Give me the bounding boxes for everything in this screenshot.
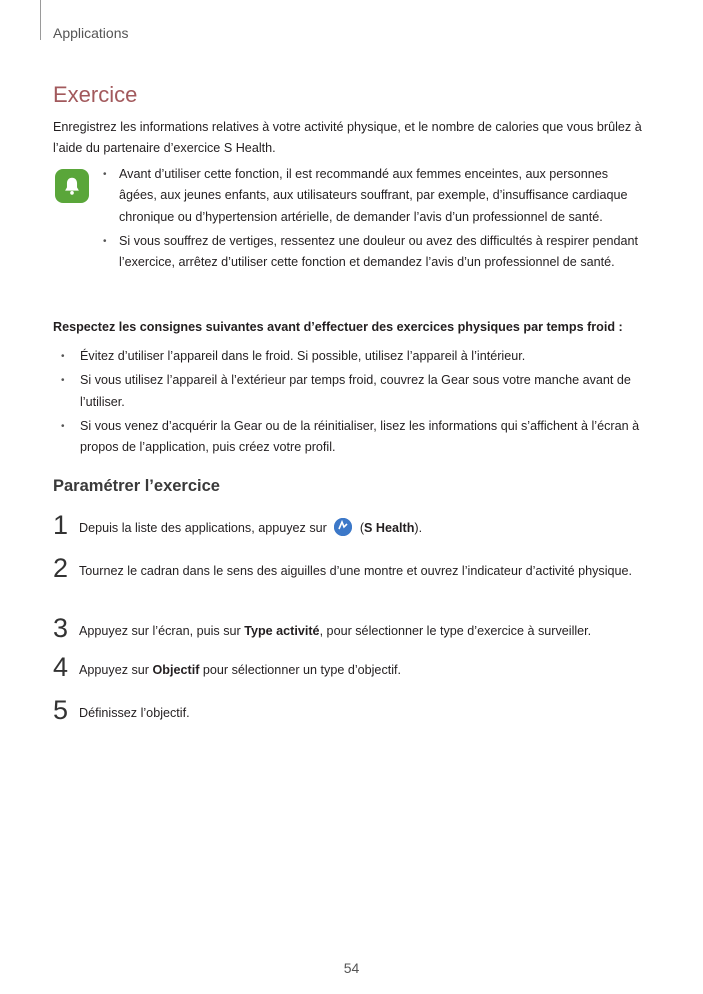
step-text <box>79 660 639 681</box>
page-title: Exercice <box>53 82 138 107</box>
step-number: 3 <box>53 613 69 643</box>
menu-option: Type activité <box>244 624 320 638</box>
notice-item: • Avant d’utiliser cette fonction, il est recommandé aux femmes enceintes, aux personnes âgées, aux jeunes enfants, aux utilisateurs souffrant, par exemple, d’insuffisance cardiaque chronique ou d’hypertension artérielle, de demander l’avis d’un professionnel de santé. <box>103 164 648 228</box>
step-text-pre: Appuyez sur l’écran, puis sur <box>79 624 241 638</box>
list-item: • Si vous venez d’acquérir la Gear ou de la réinitialiser, lisez les informations qui s’affichent à l’écran à propos de l’application, puis créez votre profil. <box>53 416 653 459</box>
step-text: Définissez l’objectif. <box>79 706 190 720</box>
step-text-open: ( <box>356 521 365 535</box>
step-text-post: , pour sélectionner le type d’exercice à surveiller. <box>319 624 592 638</box>
step-text-post: ). <box>414 521 423 535</box>
section-header: Applications <box>53 25 129 41</box>
list-item: • Si vous utilisez l’appareil à l’extérieur par temps froid, couvrez la Gear sous votre manche avant de l’utiliser. <box>53 370 653 413</box>
cold-weather-heading: Respectez les consignes suivantes avant d’effectuer des exercices physiques par temps froid : <box>53 320 623 334</box>
bell-icon <box>55 169 89 203</box>
step-text <box>79 518 639 539</box>
setup-title: Paramétrer l’exercice <box>53 477 220 495</box>
step-number: 4 <box>53 652 69 682</box>
step-text-pre: Appuyez sur <box>79 663 150 677</box>
step-number: 5 <box>53 695 69 725</box>
s-health-icon <box>334 518 352 536</box>
header-rule <box>40 0 41 40</box>
list-item: • Évitez d’utiliser l’appareil dans le froid. Si possible, utilisez l’appareil à l’intérieur. <box>53 346 653 367</box>
menu-option: Objectif <box>152 663 200 677</box>
intro-paragraph: Enregistrez les informations relatives à votre activité physique, et le nombre de calories que vous brûlez à l’aide du partenaire d’exercice S Health. <box>53 120 642 155</box>
step-number: 1 <box>53 510 69 540</box>
step-text-post: pour sélectionner un type d’objectif. <box>202 663 402 677</box>
step-text: Tournez le cadran dans le sens des aiguilles d’une montre et ouvrez l’indicateur d’activité physique. <box>79 564 633 578</box>
notice-list <box>103 164 648 276</box>
app-name: S Health <box>364 521 415 535</box>
page-number: 54 <box>343 960 360 976</box>
step-text-pre: Depuis la liste des applications, appuyez sur <box>79 521 327 535</box>
notice-item: • Si vous souffrez de vertiges, ressentez une douleur ou avez des difficultés à respirer pendant l’exercice, arrêtez d’utiliser cette fonction et demandez l’avis d’un professionnel de santé. <box>103 231 648 274</box>
step-text <box>79 621 639 642</box>
cold-weather-list <box>53 346 653 461</box>
step-number: 2 <box>53 553 69 583</box>
